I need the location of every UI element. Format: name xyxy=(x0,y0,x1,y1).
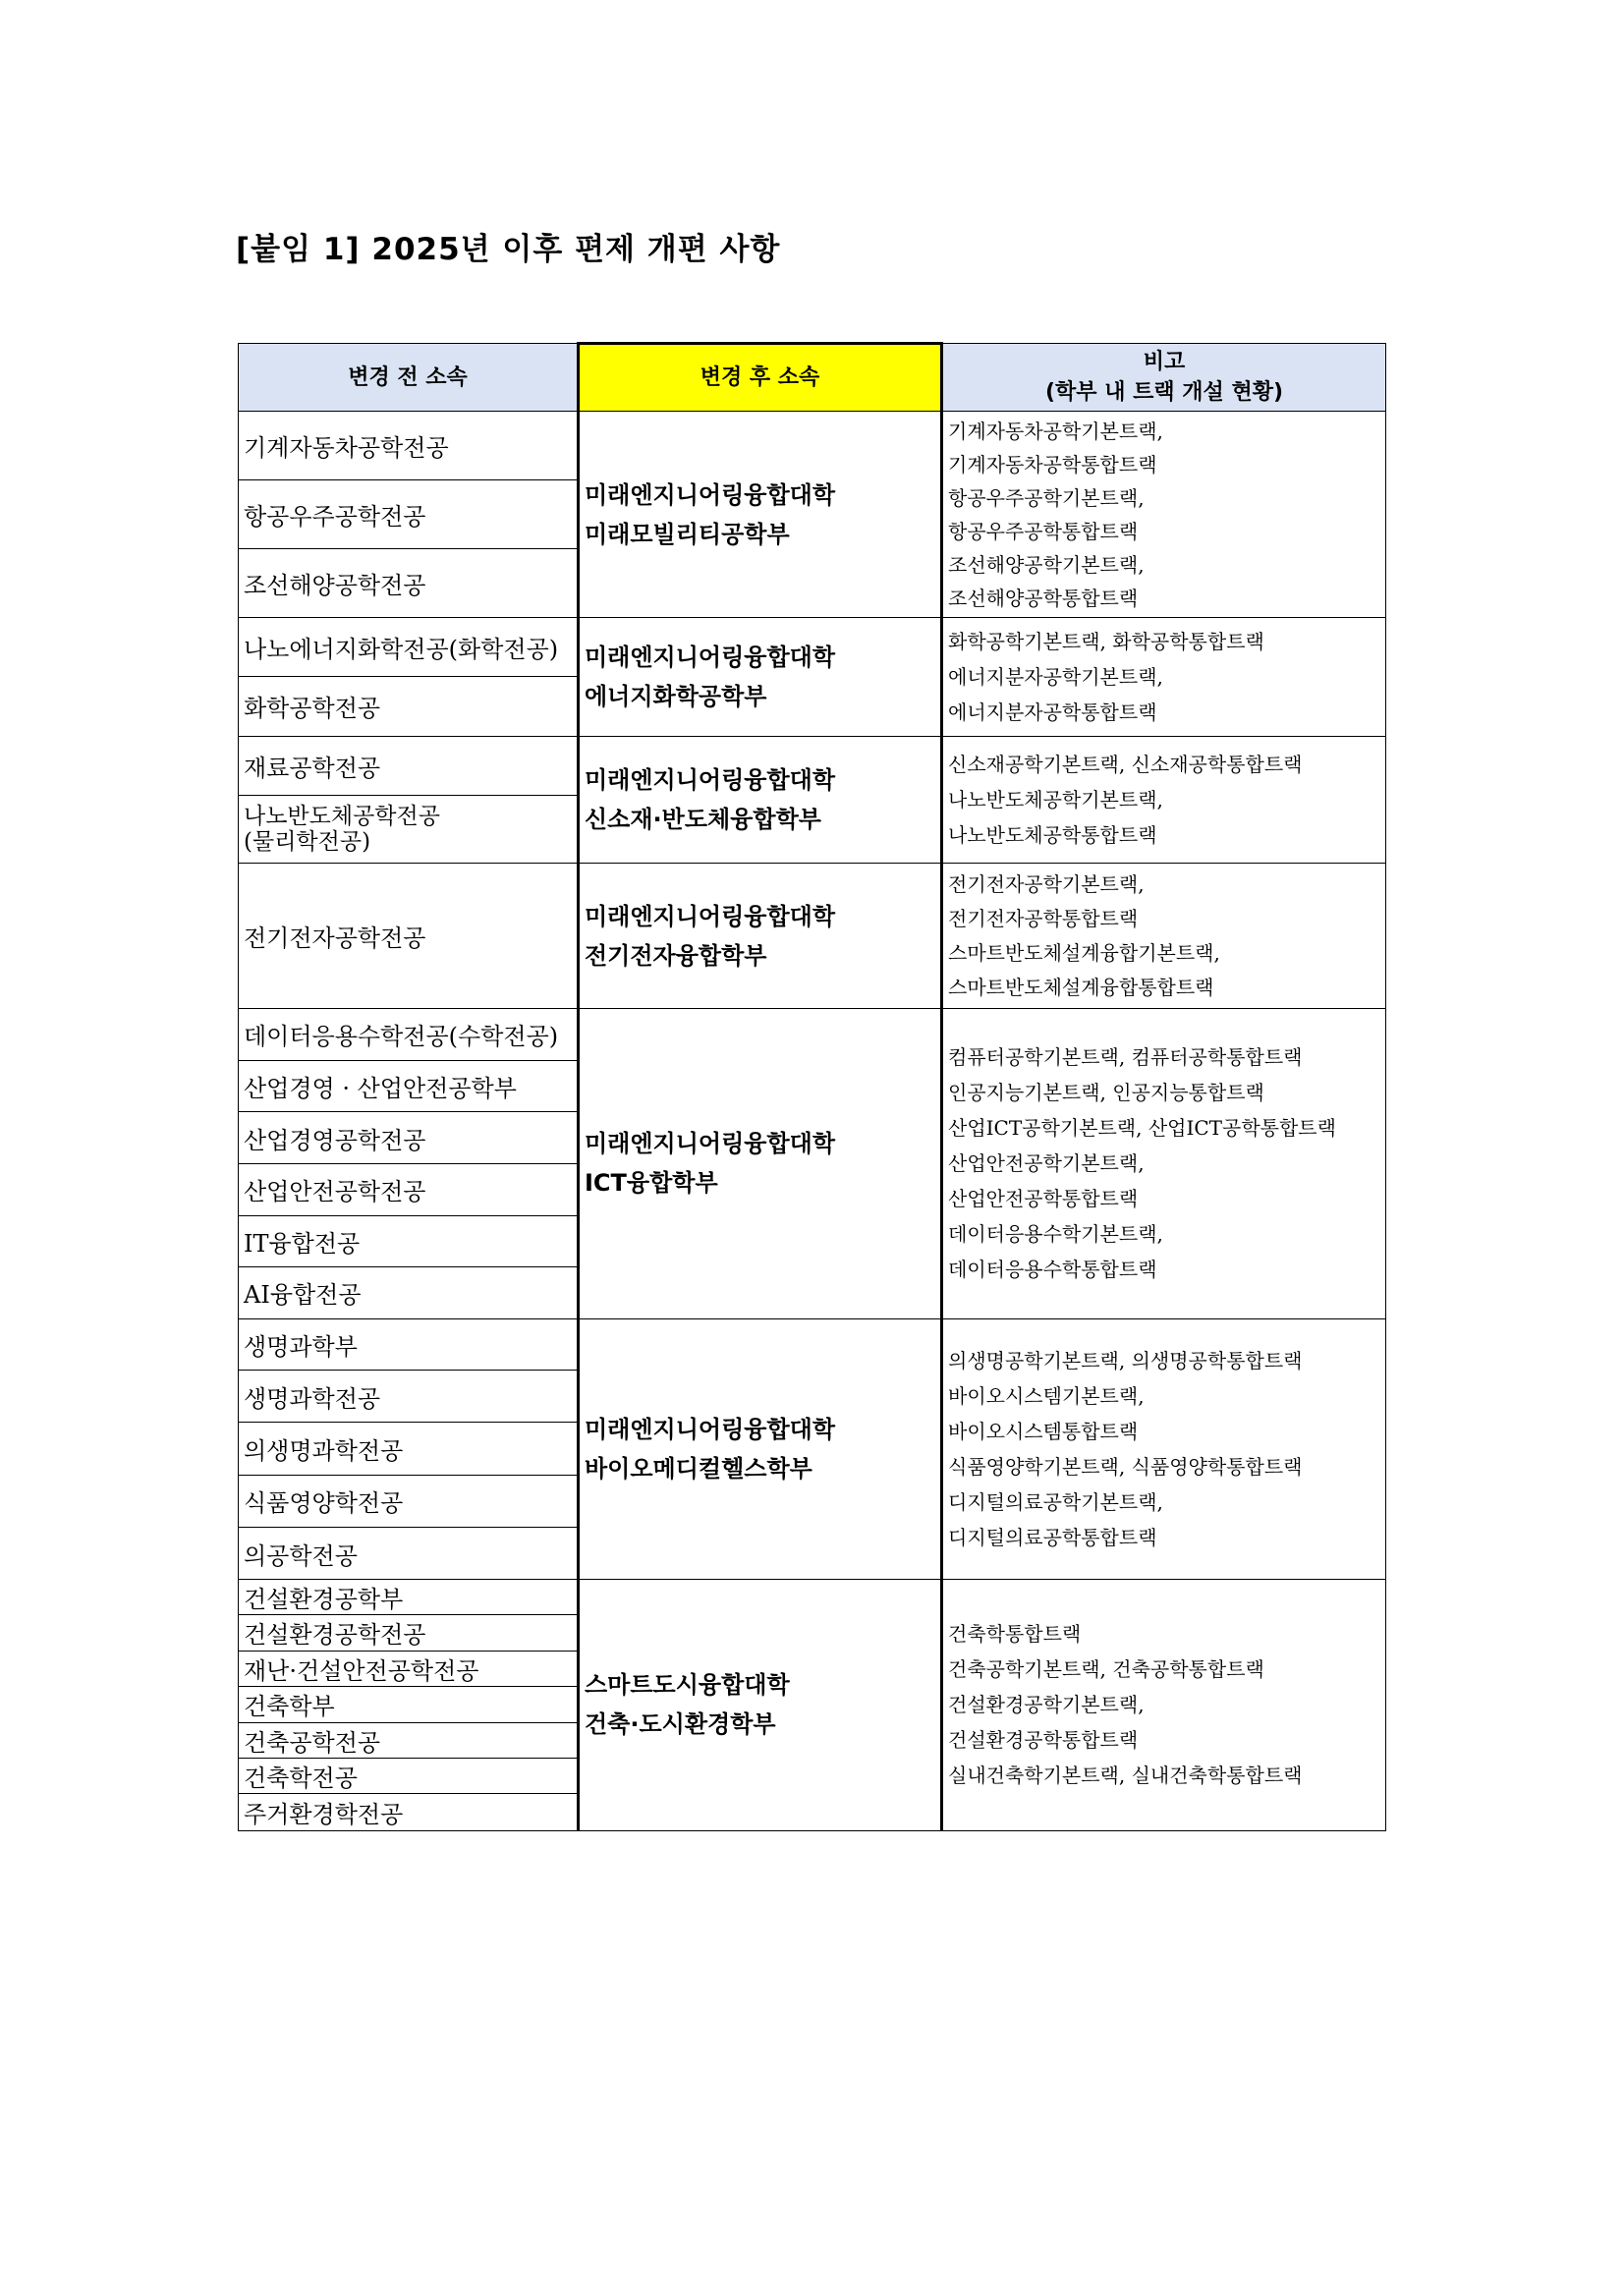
track-remark: 스마트반도체설계융합기본트랙, xyxy=(948,940,1220,965)
before-affiliation-cell: 조선해양공학전공 xyxy=(239,548,579,618)
header-before-affiliation: 변경 전 소속 xyxy=(239,344,579,412)
header-remarks xyxy=(942,344,1386,412)
track-remark: 산업ICT공학기본트랙, 산업ICT공학통합트랙 xyxy=(948,1116,1336,1141)
school-name: 신소재·반도체융합학부 xyxy=(585,806,821,834)
track-remark: 산업안전공학통합트랙 xyxy=(948,1187,1139,1211)
before-affiliation-cell: 데이터응용수학전공(수학전공) xyxy=(239,1009,579,1061)
track-remark: 기계자동차공학통합트랙 xyxy=(948,452,1157,476)
track-remark: 신소재공학기본트랙, 신소재공학통합트랙 xyxy=(948,753,1303,777)
before-affiliation-cell: 건축공학전공 xyxy=(239,1722,579,1758)
track-remark: 실내건축학기본트랙, 실내건축학통합트랙 xyxy=(948,1764,1303,1788)
before-affiliation-cell: 생명과학전공 xyxy=(239,1371,579,1423)
college-name: 미래엔지니어링융합대학 xyxy=(585,1130,836,1158)
track-remark: 조선해양공학기본트랙, xyxy=(948,552,1145,577)
college-name: 미래엔지니어링융합대학 xyxy=(585,480,836,509)
track-remark: 에너지분자공학기본트랙, xyxy=(948,665,1163,690)
track-remark: 바이오시스템통합트랙 xyxy=(948,1419,1139,1443)
table-row xyxy=(239,1579,1386,1614)
track-remark: 산업안전공학기본트랙, xyxy=(948,1151,1145,1176)
track-remark: 컴퓨터공학기본트랙, 컴퓨터공학통합트랙 xyxy=(948,1045,1303,1070)
before-affiliation-cell: 산업경영 · 산업안전공학부 xyxy=(239,1060,579,1112)
track-remark: 나노반도체공학기본트랙, xyxy=(948,788,1163,812)
track-remark: 나노반도체공학통합트랙 xyxy=(948,823,1157,848)
track-remarks-cell xyxy=(942,864,1386,1009)
track-remark: 화학공학기본트랙, 화학공학통합트랙 xyxy=(948,630,1264,654)
track-remarks-cell xyxy=(942,412,1386,618)
before-affiliation-cell: 건설환경공학부 xyxy=(239,1579,579,1614)
track-remark: 식품영양학기본트랙, 식품영양학통합트랙 xyxy=(948,1454,1303,1479)
track-remarks-cell xyxy=(942,1009,1386,1319)
before-affiliation-cell: 산업안전공학전공 xyxy=(239,1163,579,1215)
before-affiliation-cell: IT융합전공 xyxy=(239,1215,579,1267)
header-remarks-title: 비고 xyxy=(1143,350,1186,374)
header-remarks-subtitle: (학부 내 트랙 개설 현황) xyxy=(1044,380,1283,405)
track-remark: 데이터응용수학기본트랙, xyxy=(948,1222,1163,1247)
college-name: 스마트도시융합대학 xyxy=(585,1671,790,1700)
school-name: 바이오메디컬헬스학부 xyxy=(585,1454,812,1483)
table-row xyxy=(239,412,1386,480)
college-name: 미래엔지니어링융합대학 xyxy=(585,902,836,930)
before-affiliation-cell: 주거환경학전공 xyxy=(239,1794,579,1831)
track-remark: 인공지능기본트랙, 인공지능통합트랙 xyxy=(948,1081,1264,1105)
track-remark: 디지털의료공학기본트랙, xyxy=(948,1489,1163,1514)
after-affiliation-cell xyxy=(579,412,942,618)
table-row xyxy=(239,1009,1386,1061)
before-affiliation-cell: AI융합전공 xyxy=(239,1267,579,1319)
before-affiliation-cell: 나노반도체공학전공 (물리학전공) xyxy=(239,795,579,864)
after-affiliation-cell xyxy=(579,1009,942,1319)
after-affiliation-cell xyxy=(579,1318,942,1579)
after-affiliation-cell xyxy=(579,736,942,864)
track-remarks-cell xyxy=(942,1579,1386,1830)
before-affiliation-cell: 건축학부 xyxy=(239,1687,579,1722)
track-remark: 건축공학기본트랙, 건축공학통합트랙 xyxy=(948,1657,1264,1682)
track-remark: 스마트반도체설계융합통합트랙 xyxy=(948,975,1214,999)
track-remark: 조선해양공학통합트랙 xyxy=(948,586,1139,610)
track-remark: 건설환경공학기본트랙, xyxy=(948,1693,1145,1717)
track-remark: 바이오시스템기본트랙, xyxy=(948,1383,1145,1408)
school-name: 에너지화학공학부 xyxy=(585,683,767,711)
track-remark: 건설환경공학통합트랙 xyxy=(948,1728,1139,1753)
table-body xyxy=(239,412,1386,1831)
before-affiliation-cell: 의생명과학전공 xyxy=(239,1422,579,1475)
track-remark: 항공우주공학기본트랙, xyxy=(948,485,1145,510)
reorganization-table xyxy=(238,342,1386,1831)
after-affiliation-cell xyxy=(579,618,942,736)
college-name: 미래엔지니어링융합대학 xyxy=(585,644,836,672)
before-affiliation-cell: 재난·건설안전공학전공 xyxy=(239,1651,579,1686)
school-name: 미래모빌리티공학부 xyxy=(585,520,790,548)
track-remarks-cell xyxy=(942,1318,1386,1579)
college-name: 미래엔지니어링융합대학 xyxy=(585,1415,836,1443)
table-row xyxy=(239,618,1386,677)
track-remark: 건축학통합트랙 xyxy=(948,1622,1082,1647)
track-remark: 전기전자공학기본트랙, xyxy=(948,871,1145,896)
school-name: 건축·도시환경학부 xyxy=(585,1710,776,1739)
school-name: ICT융합학부 xyxy=(585,1169,718,1198)
before-affiliation-cell: 생명과학부 xyxy=(239,1318,579,1371)
before-affiliation-cell: 재료공학전공 xyxy=(239,736,579,795)
track-remark: 항공우주공학통합트랙 xyxy=(948,519,1139,543)
track-remark: 데이터응용수학통합트랙 xyxy=(948,1258,1157,1282)
table-row xyxy=(239,736,1386,795)
before-affiliation-cell: 식품영양학전공 xyxy=(239,1475,579,1528)
before-affiliation-cell: 항공우주공학전공 xyxy=(239,479,579,548)
page-title: [붙임 1] 2025년 이후 편제 개편 사항 xyxy=(236,232,781,267)
table-row xyxy=(239,864,1386,1009)
before-affiliation-cell: 화학공학전공 xyxy=(239,677,579,737)
track-remark: 디지털의료공학통합트랙 xyxy=(948,1525,1157,1549)
track-remark: 의생명공학기본트랙, 의생명공학통합트랙 xyxy=(948,1348,1303,1372)
after-affiliation-cell xyxy=(579,864,942,1009)
before-affiliation-cell: 건축학전공 xyxy=(239,1758,579,1793)
before-affiliation-cell: 전기전자공학전공 xyxy=(239,864,579,1009)
header-row xyxy=(239,344,1386,412)
track-remarks-cell xyxy=(942,618,1386,736)
before-affiliation-cell: 기계자동차공학전공 xyxy=(239,412,579,480)
track-remark: 에너지분자공학통합트랙 xyxy=(948,700,1157,725)
track-remarks-cell xyxy=(942,736,1386,864)
header-after-affiliation: 변경 후 소속 xyxy=(579,344,942,412)
before-affiliation-cell: 의공학전공 xyxy=(239,1528,579,1580)
before-affiliation-cell: 건설환경공학전공 xyxy=(239,1615,579,1651)
track-remark: 기계자동차공학기본트랙, xyxy=(948,419,1163,443)
before-affiliation-cell: 나노에너지화학전공(화학전공) xyxy=(239,618,579,677)
college-name: 미래엔지니어링융합대학 xyxy=(585,766,836,795)
table-row xyxy=(239,1318,1386,1371)
school-name: 전기전자융합학부 xyxy=(585,941,767,970)
track-remark: 전기전자공학통합트랙 xyxy=(948,906,1139,930)
before-affiliation-cell: 산업경영공학전공 xyxy=(239,1112,579,1164)
after-affiliation-cell xyxy=(579,1579,942,1830)
